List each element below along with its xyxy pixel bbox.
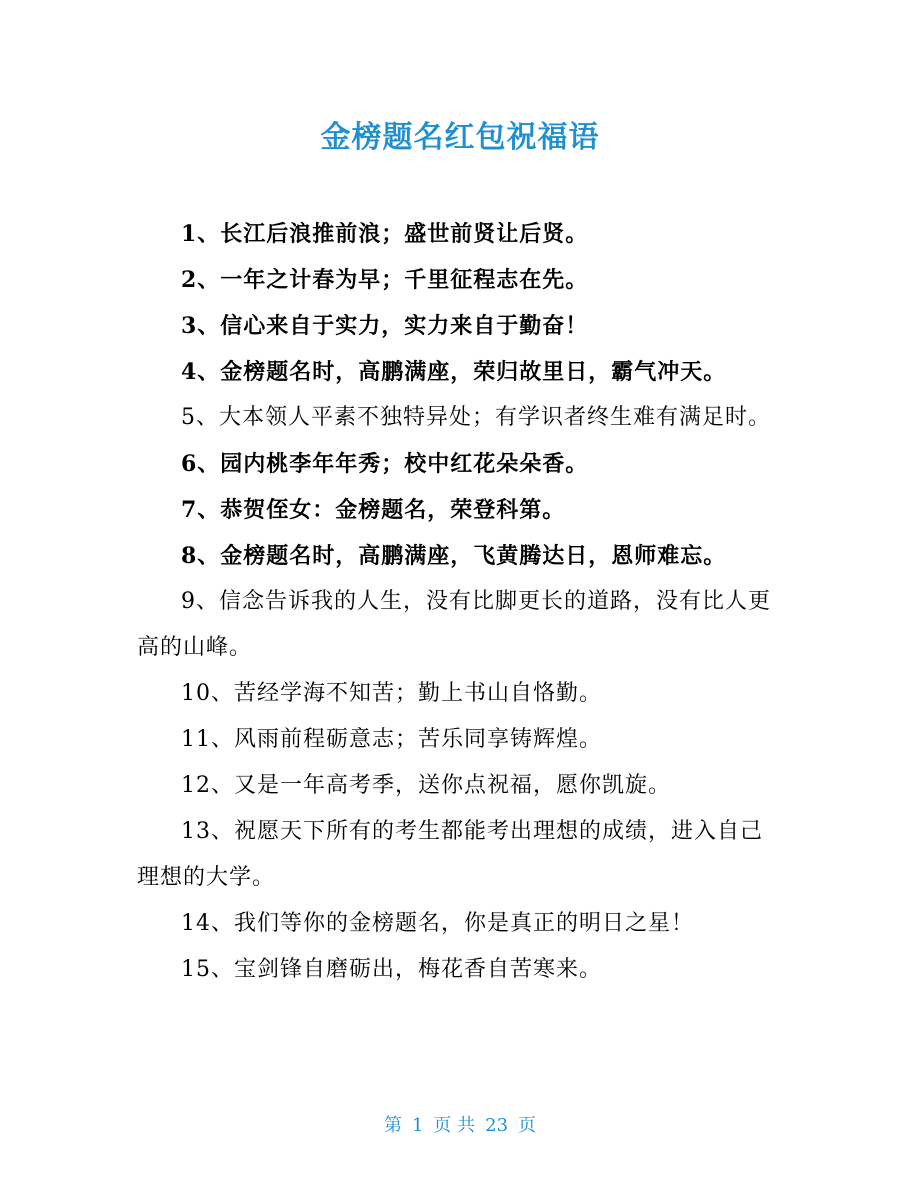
paragraph-5: 5、大本领人平素不独特异处；有学识者终生难有满足时。 — [181, 405, 771, 430]
paragraph-14: 14、我们等你的金榜题名，你是真正的明日之星！ — [181, 911, 694, 936]
footer-suffix: 页 — [518, 1115, 537, 1136]
paragraph-6: 6、园内桃李年年秀；校中红花朵朵香。 — [181, 451, 589, 477]
paragraph-13: 13、祝愿天下所有的考生都能考出理想的成绩，进入自己理想的大学。 — [137, 819, 763, 890]
document-body — [137, 211, 785, 993]
footer-total-pages: 23 — [485, 1115, 509, 1136]
paragraph-8: 8、金榜题名时，高鹏满座，飞黄腾达日，恩师难忘。 — [181, 543, 727, 569]
page-number-footer — [0, 1112, 920, 1140]
footer-current-page: 1 — [411, 1115, 424, 1136]
paragraph-2: 2、一年之计春为早；千里征程志在先。 — [181, 267, 589, 293]
paragraph-3: 3、信心来自于实力，实力来自于勤奋！ — [181, 313, 589, 339]
footer-middle: 页 共 — [433, 1115, 476, 1136]
paragraph-1: 1、长江后浪推前浪；盛世前贤让后贤。 — [181, 221, 589, 247]
paragraph-9: 9、信念告诉我的人生，没有比脚更长的道路，没有比人更高的山峰。 — [137, 589, 771, 660]
document-title: 金榜题名红包祝福语 — [320, 120, 600, 155]
footer-prefix: 第 — [383, 1115, 402, 1136]
paragraph-12: 12、又是一年高考季，送你点祝福，愿你凯旋。 — [181, 773, 671, 798]
paragraph-10: 10、苦经学海不知苦；勤上书山自恪勤。 — [181, 681, 602, 706]
paragraph-4: 4、金榜题名时，高鹏满座，荣归故里日，霸气冲天。 — [181, 359, 727, 385]
paragraph-15: 15、宝剑锋自磨砺出，梅花香自苦寒来。 — [181, 957, 602, 982]
paragraph-11: 11、风雨前程砺意志；苦乐同享铸辉煌。 — [181, 727, 602, 752]
paragraph-7: 7、恭贺侄女：金榜题名，荣登科第。 — [181, 497, 566, 523]
